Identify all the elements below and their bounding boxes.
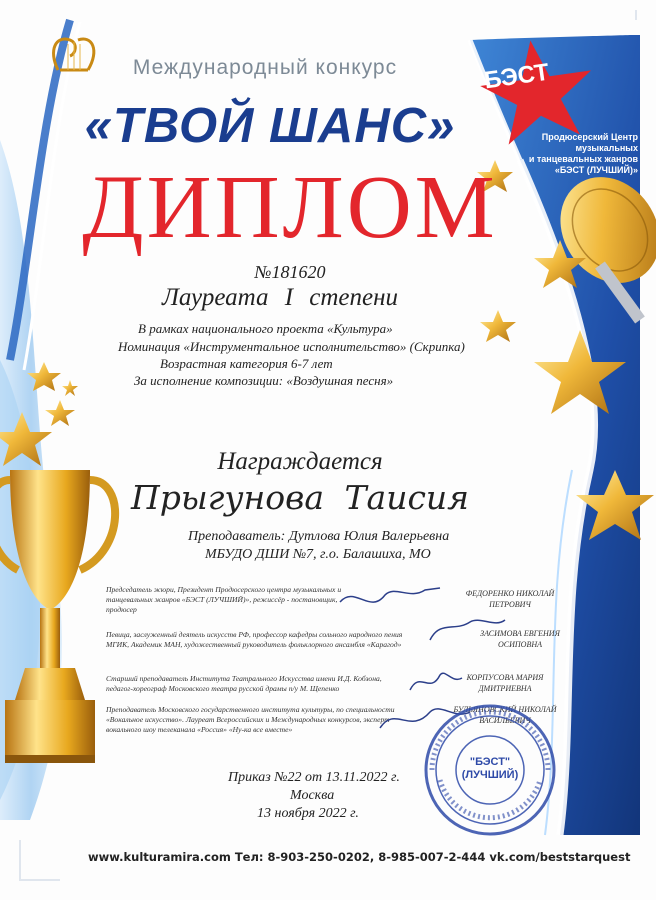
- recipient-name: Прыгунова Таисия: [130, 478, 470, 517]
- jury-desc-2: Певица, заслуженный деятель искусств РФ, профессор кафедры сольного народного пения МГИК, Академик МАН, художественный руководитель фольклорного ансамбля «Карагод»: [106, 630, 403, 649]
- stamp-line2: (ЛУЧШИЙ): [461, 769, 519, 781]
- jury-name-3: КОРПУСОВА МАРИЯ ДМИТРИЕВНА: [466, 673, 544, 693]
- jury-name-1: ФЕДОРЕНКО НИКОЛАЙ ПЕТРОВИЧ: [465, 589, 555, 609]
- order-line: Приказ №22 от 13.11.2022 г.: [228, 770, 400, 785]
- contest-line: Международный конкурс: [132, 56, 398, 79]
- contest-name: «ТВОЙ ШАНС»: [84, 99, 456, 153]
- brand-subtitle-line4: «БЭСТ (ЛУЧШИЙ)»: [554, 165, 638, 175]
- jury-desc-1: Председатель жюри, Президент Продюсерского центра музыкальных и танцевальных жанров «БЭСТ (ЛУЧШИЙ)», режиссёр - постановщик, продюсер: [106, 585, 342, 614]
- age-category-line: Возрастная категория 6-7 лет: [160, 356, 333, 371]
- brand-logo-text: БЭСТ: [482, 58, 551, 95]
- stamp-text: [450, 756, 530, 782]
- school-line: МБУДО ДШИ №7, г.о. Балашиха, МО: [205, 547, 431, 562]
- order-city: Москва: [290, 788, 335, 803]
- jury-name-4: БУЛЬЯНОВСКИЙ НИКОЛАЙ ВАСИЛЬЕВИЧ: [453, 705, 557, 725]
- brand-subtitle-line3: и танцевальных жанров: [528, 154, 638, 164]
- signature-1: [340, 588, 440, 602]
- brand-subtitle-line2: музыкальных: [575, 143, 638, 153]
- signature-3: [410, 673, 462, 690]
- footer-contacts: www.kulturamira.com Тел: 8-903-250-0202, 8-985-007-2-444 vk.com/beststarquest: [88, 850, 631, 864]
- diploma-number: №181620: [254, 262, 326, 282]
- jury-desc-4: Преподаватель Московского государственного института культуры, по специальности «Вокальное искусство». Лауреат Всероссийских и Международных конкурсов, эксперт вокального шоу телеканала «Россия» «Ну-ка все вместе»: [106, 705, 395, 734]
- teacher-line: Преподаватель: Дутлова Юлия Валерьевна: [188, 529, 450, 544]
- project-line: В рамках национального проекта «Культура»: [138, 321, 393, 336]
- stamp-line1: "БЭСТ": [469, 756, 511, 768]
- nomination-line: Номинация «Инструментальное исполнительство» (Скрипка): [118, 339, 465, 354]
- jury-name-2: ЗАСИМОВА ЕВГЕНИЯ ОСИПОВНА: [480, 629, 560, 649]
- jury-desc-3: Старший преподаватель Института Театрального Искусства имени И.Д. Кобзона, педагог-хореограф Московского театра русской драмы п/у М. Щепенко: [106, 674, 382, 693]
- order-date: 13 ноября 2022 г.: [257, 806, 359, 821]
- composition-line: За исполнение композиции: «Воздушная песня»: [134, 373, 394, 388]
- laureate-degree: Лауреата I степени: [161, 284, 399, 311]
- brand-subtitle-line1: Продюсерский Центр: [541, 132, 638, 142]
- awarded-label: Награждается: [217, 448, 383, 475]
- diploma-title: ДИПЛОМ: [82, 158, 498, 257]
- signature-2: [430, 620, 505, 640]
